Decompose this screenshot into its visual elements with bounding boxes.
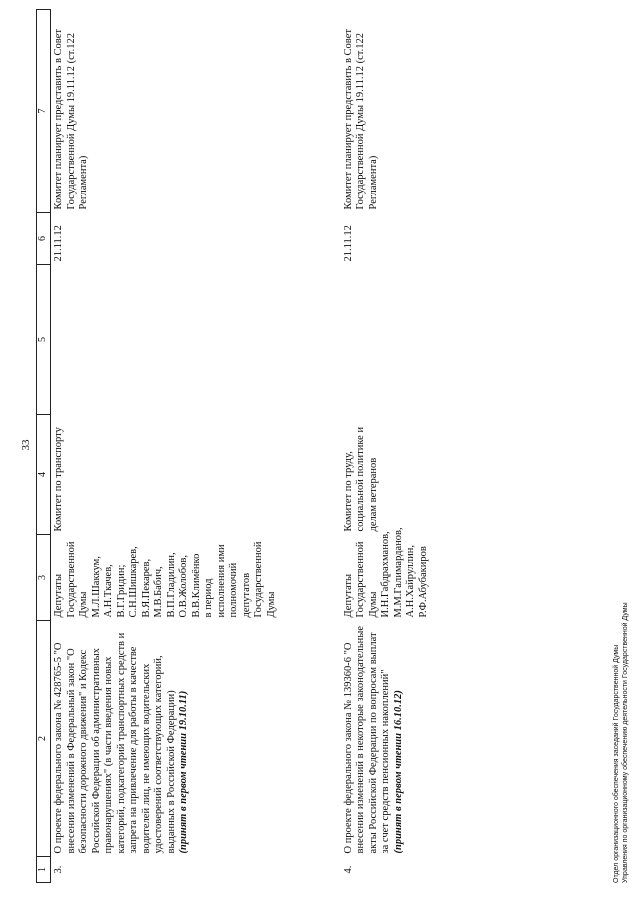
column-header: 1: [37, 857, 51, 883]
bill-title: О проекте федерального закона № 139360-6 "О внесении изменений в некоторые законодательные акты Российской Федерации по вопросам выплат за счет средств пенсионных накоплений": [342, 626, 391, 854]
author-line: Думы: [265, 591, 277, 618]
author-line: Думы: [367, 591, 379, 618]
bill-authors: [51, 535, 341, 621]
column-header: 4: [37, 415, 51, 535]
author-line: в период: [203, 578, 214, 618]
agenda-table: [36, 9, 432, 883]
bill-authors: [341, 527, 433, 621]
author-line: В.Я.Пекарев,: [140, 558, 152, 618]
column-5-cell: [341, 265, 433, 415]
date: 21.11.12: [53, 225, 64, 262]
author-line: депутатов: [240, 572, 252, 618]
bill-title: О проекте федерального закона № 428765-5 "О внесении изменений в Федеральный закон "О безопасности дорожного движения" и Кодекс Российской Федерации об административных правонарушениях" (в части введения новых категорий, подкатегорий транспортных средств и запрета на привлечение для работы в качестве водителей лиц, не имеющих водительских удостоверений соответствующих категорий, выданных в Российской Федерации): [53, 632, 177, 854]
author-line: полномочий: [228, 562, 239, 618]
author-line: Депутаты: [342, 573, 354, 618]
row-number: 3.: [53, 865, 64, 874]
author-line: М.М.Галимарданов,: [392, 527, 404, 618]
author-line: исполнения ими: [215, 544, 227, 618]
column-5-cell: [51, 265, 341, 415]
author-line: Государственной: [355, 541, 366, 618]
footer: [612, 602, 630, 883]
column-header: 2: [37, 621, 51, 857]
page-number: 33: [20, 439, 32, 451]
author-line: В.В.Климёнко: [190, 553, 202, 618]
column-header: 7: [37, 10, 51, 213]
bill-reading-status: (принят в первом чтении 16.10.12): [392, 690, 404, 854]
author-line: М.В.Бабич,: [153, 566, 164, 618]
committee: Комитет по транспорту: [53, 427, 64, 532]
column-header: 3: [37, 535, 51, 621]
author-line: Думы: [78, 591, 89, 618]
table-row: [341, 10, 433, 883]
footer-line: Управления по организационному обеспечению деятельности Государственной Думы: [622, 602, 629, 883]
date: 21.11.12: [342, 225, 354, 262]
bill-description: [51, 621, 341, 857]
row-number: 4.: [342, 865, 354, 874]
bill-reading-status: (принят в первом чтении 19.10.11): [178, 690, 189, 854]
author-line: Депутаты: [53, 573, 64, 618]
author-line: И.Н.Габдрахманов,: [380, 531, 391, 618]
footer-line: Отдел организационного обеспечения заседаний Государственной Думы: [613, 644, 620, 883]
bill-description: [341, 621, 433, 857]
committee: Комитет по труду, социальной политике и делам ветеранов: [342, 426, 379, 532]
note: Комитет планирует представить в Совет Государственной Думы 19.11.12 (ст.122 Регламента): [53, 29, 89, 210]
author-line: А.Н.Ткачев,: [103, 564, 114, 618]
note: Комитет планирует представить в Совет Государственной Думы 19.11.12 (ст.122 Регламента): [342, 29, 379, 210]
column-header: 6: [37, 213, 51, 265]
author-line: В.П.Гладилин,: [165, 552, 177, 618]
table-row: [51, 10, 341, 883]
author-line: Государственной: [253, 541, 264, 618]
author-line: М.Л.Шаккум,: [90, 556, 102, 618]
author-line: Р.Ф.Абубакиров: [417, 546, 429, 618]
author-line: О.В.Жолобов,: [178, 555, 189, 618]
column-header: 5: [37, 265, 51, 415]
header-row: [37, 10, 51, 883]
author-line: А.Н.Хайруллин,: [405, 544, 416, 618]
author-line: В.Г.Гридин;: [115, 564, 127, 618]
author-line: С.Н.Шишкарев,: [128, 546, 139, 618]
author-line: Государственной: [65, 541, 77, 618]
